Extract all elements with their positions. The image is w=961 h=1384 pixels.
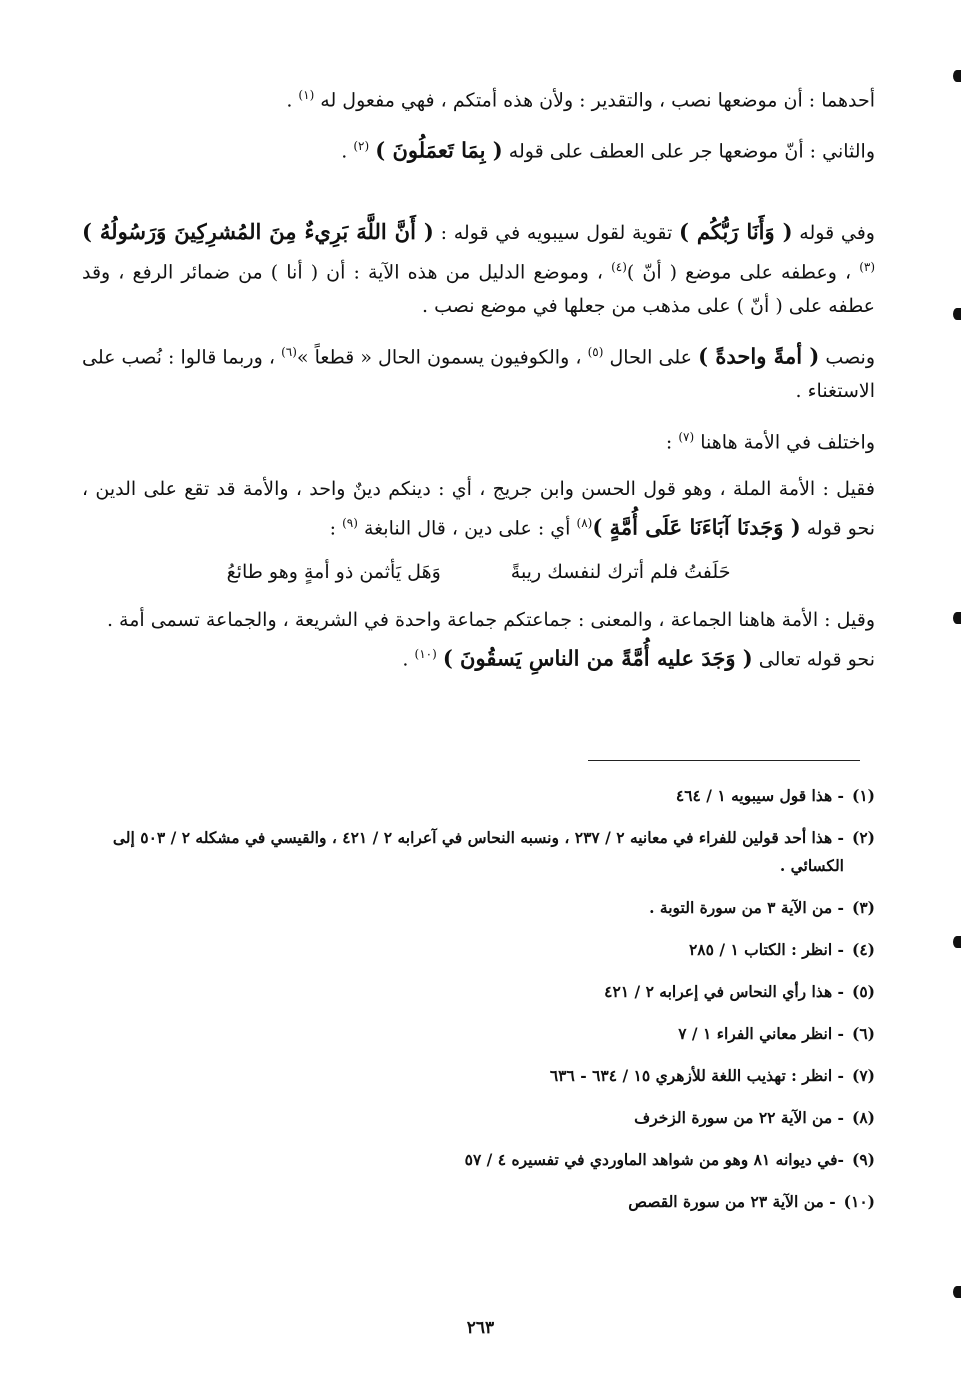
colon: : (329, 516, 337, 539)
binding-hole-mark (953, 612, 961, 624)
footnote-text: - من الآية ٣ من سورة التوبة . (649, 898, 844, 917)
period: . (286, 89, 293, 112)
footnote-item (110, 1104, 875, 1132)
footnote-ref-1: (١) (298, 88, 315, 102)
poetry-verse (82, 555, 875, 589)
paragraph-4-text-a: ونصب (825, 346, 876, 369)
footnote-ref-9: (٩) (342, 515, 358, 530)
footnote-number: (١٠) (843, 1192, 875, 1211)
paragraph-4-text-d: ، وربما قالوا : نُصب على الاستغناء . (82, 346, 875, 403)
paragraph-6 (82, 472, 875, 545)
footnote-ref-2: (٢) (353, 139, 370, 154)
footnote-ref-10: (١٠) (414, 646, 437, 661)
paragraph-3 (82, 215, 875, 323)
paragraph-3-text-d: ، وموضع الدليل من هذه الآية : أن ( أنا ) من ضمائر الرفع ، وقد عطفه على ( أنّ ) على مذهب من جعلها في موضع نصب . (82, 260, 875, 317)
paragraph-1-text: أحدهما : أن موضعها نصب ، والتقدير : ولأن هذه أمتكم ، فهي مفعول له (320, 89, 875, 112)
quran-quote: ( أمةً واحدةً ) (698, 343, 820, 369)
footnotes (110, 782, 875, 1230)
footnote-number: (٣) (851, 898, 875, 917)
footnote-item (110, 894, 875, 922)
footnote-number: (٨) (851, 1108, 875, 1127)
footnote-ref-3: (٣) (859, 259, 876, 274)
paragraph-8-text: نحو قوله تعالى (758, 648, 875, 671)
quran-quote: ( وَأَنَا رَبُّكُم ) (678, 218, 793, 244)
footnote-number: (٧) (851, 1066, 875, 1085)
page-number: ٢٦٣ (466, 1318, 495, 1338)
verse-second-hemistich: وَهَل يَأثمن ذو أمةٍ وهو طائعُ (226, 560, 441, 583)
paragraph-5-text: واختلف في الأمة هاهنا (700, 431, 875, 454)
colon: : (665, 431, 673, 454)
footnote-text: - من الآية ٢٢ من سورة الزخرف (634, 1108, 844, 1127)
footnote-item (110, 782, 875, 810)
paragraph-1 (82, 78, 875, 117)
footnote-number: (٦) (851, 1024, 875, 1043)
verse-first-hemistich: حَلَفتُ فلم أترك لنفسك ريبةً (510, 560, 731, 583)
footnote-number: (٥) (851, 982, 875, 1001)
footnote-text: - من الآية ٢٣ من سورة القصص (628, 1192, 836, 1211)
paragraph-4-text-c: ، والكوفيون يسمون الحال « قطعاً » (296, 346, 582, 369)
footnote-ref-4: (٤) (611, 259, 627, 274)
binding-hole-mark (953, 1286, 961, 1298)
footnote-text: -في ديوانه ٨١ وهو من شواهد الماوردي في تفسيره ٤ / ٥٧ (464, 1150, 844, 1169)
footnote-number: (٢) (851, 828, 875, 847)
period: . (341, 140, 348, 163)
footnote-ref-8: (٨) (576, 515, 593, 530)
footnote-ref-5: (٥) (587, 344, 604, 359)
footnote-number: (٩) (851, 1150, 875, 1169)
paragraph-5 (82, 420, 875, 459)
footnote-item (110, 1062, 875, 1090)
footnote-item (110, 936, 875, 964)
footnote-text: - انظر : الكتاب ١ / ٢٨٥ (688, 940, 844, 959)
paragraph-3-text-b: تقوية لقول سيبويه في قوله : (440, 221, 673, 244)
footnote-item (110, 1188, 875, 1216)
quran-quote: ( أَنَّ اللَّهَ بَرِيءٌ مِنَ المُشرِكِينَ وَرَسُولُهُ ) (82, 218, 434, 244)
paragraph-4 (82, 335, 875, 408)
footnote-item (110, 824, 875, 880)
paragraph-6-text-b: أي : على دين ، قال النابغة (363, 516, 571, 539)
paragraph-4-text-b: على الحال (609, 346, 692, 369)
binding-hole-mark (953, 70, 961, 82)
footnote-ref-6: (٦) (281, 344, 297, 359)
main-text (82, 78, 875, 676)
paragraph-7-text: وقيل : الأمة هاهنا الجماعة ، والمعنى : جماعتكم جماعة واحدة في الشريعة ، والجماعة تسمى أمة . (106, 608, 875, 631)
footnote-number: (٤) (851, 940, 875, 959)
footnote-text: - هذا أحد قولين للفراء في معانيه ٢ / ٢٣٧ ، ونسبه النحاس في آعرابه ٢ / ٤٢١ ، والقيسي في مشكله ٢ / ٥٠٣ إلى الكسائي . (112, 828, 844, 875)
paragraph-3-text-c: ، وعطفه على موضع ( أنّ ) (626, 260, 852, 283)
paragraph-7 (82, 603, 875, 637)
footnote-text: - انظر : تهذيب اللغة للأزهري ١٥ / ٦٣٤ - ٦٣٦ (549, 1066, 844, 1085)
binding-hole-mark (953, 308, 961, 320)
paragraph-3-text-a: وفي قوله (799, 221, 875, 244)
footnote-text: - انظر معاني الفراء ١ / ٧ (678, 1024, 844, 1043)
quran-quote: ( بِمَا تَعمَلُونَ ) (375, 137, 503, 163)
footnote-text: - هذا قول سيبويه ١ / ٤٦٤ (675, 786, 844, 805)
paragraph-8 (82, 637, 875, 676)
period: . (402, 648, 409, 671)
footnote-item (110, 1020, 875, 1048)
paragraph-2 (82, 129, 875, 168)
footnote-number: (١) (851, 786, 875, 805)
binding-hole-mark (953, 936, 961, 948)
footnote-separator (588, 760, 860, 761)
quran-quote: ( وَجَدنَا آبَاءَنَا عَلَى أُمَّةٍ ) (592, 513, 801, 539)
footnote-ref-7: (٧) (678, 430, 695, 445)
footnote-item (110, 1146, 875, 1174)
quran-quote: ( وَجَدَ عليه أُمَّةً من الناسِ يَسقُونَ ) (442, 645, 753, 671)
paragraph-6-text-a: فقيل : الأمة الملة ، وهو قول الحسن وابن جريج ، أي : دينكم دينٌ واحد ، والأمة قد تقع على الدين ، نحو قوله (82, 477, 875, 539)
footnote-text: - هذا رأي النحاس في إعرابه ٢ / ٤٢١ (604, 982, 844, 1001)
paragraph-2-text: والثاني : أنّ موضعها جر على العطف على قوله (508, 140, 875, 163)
footnote-item (110, 978, 875, 1006)
